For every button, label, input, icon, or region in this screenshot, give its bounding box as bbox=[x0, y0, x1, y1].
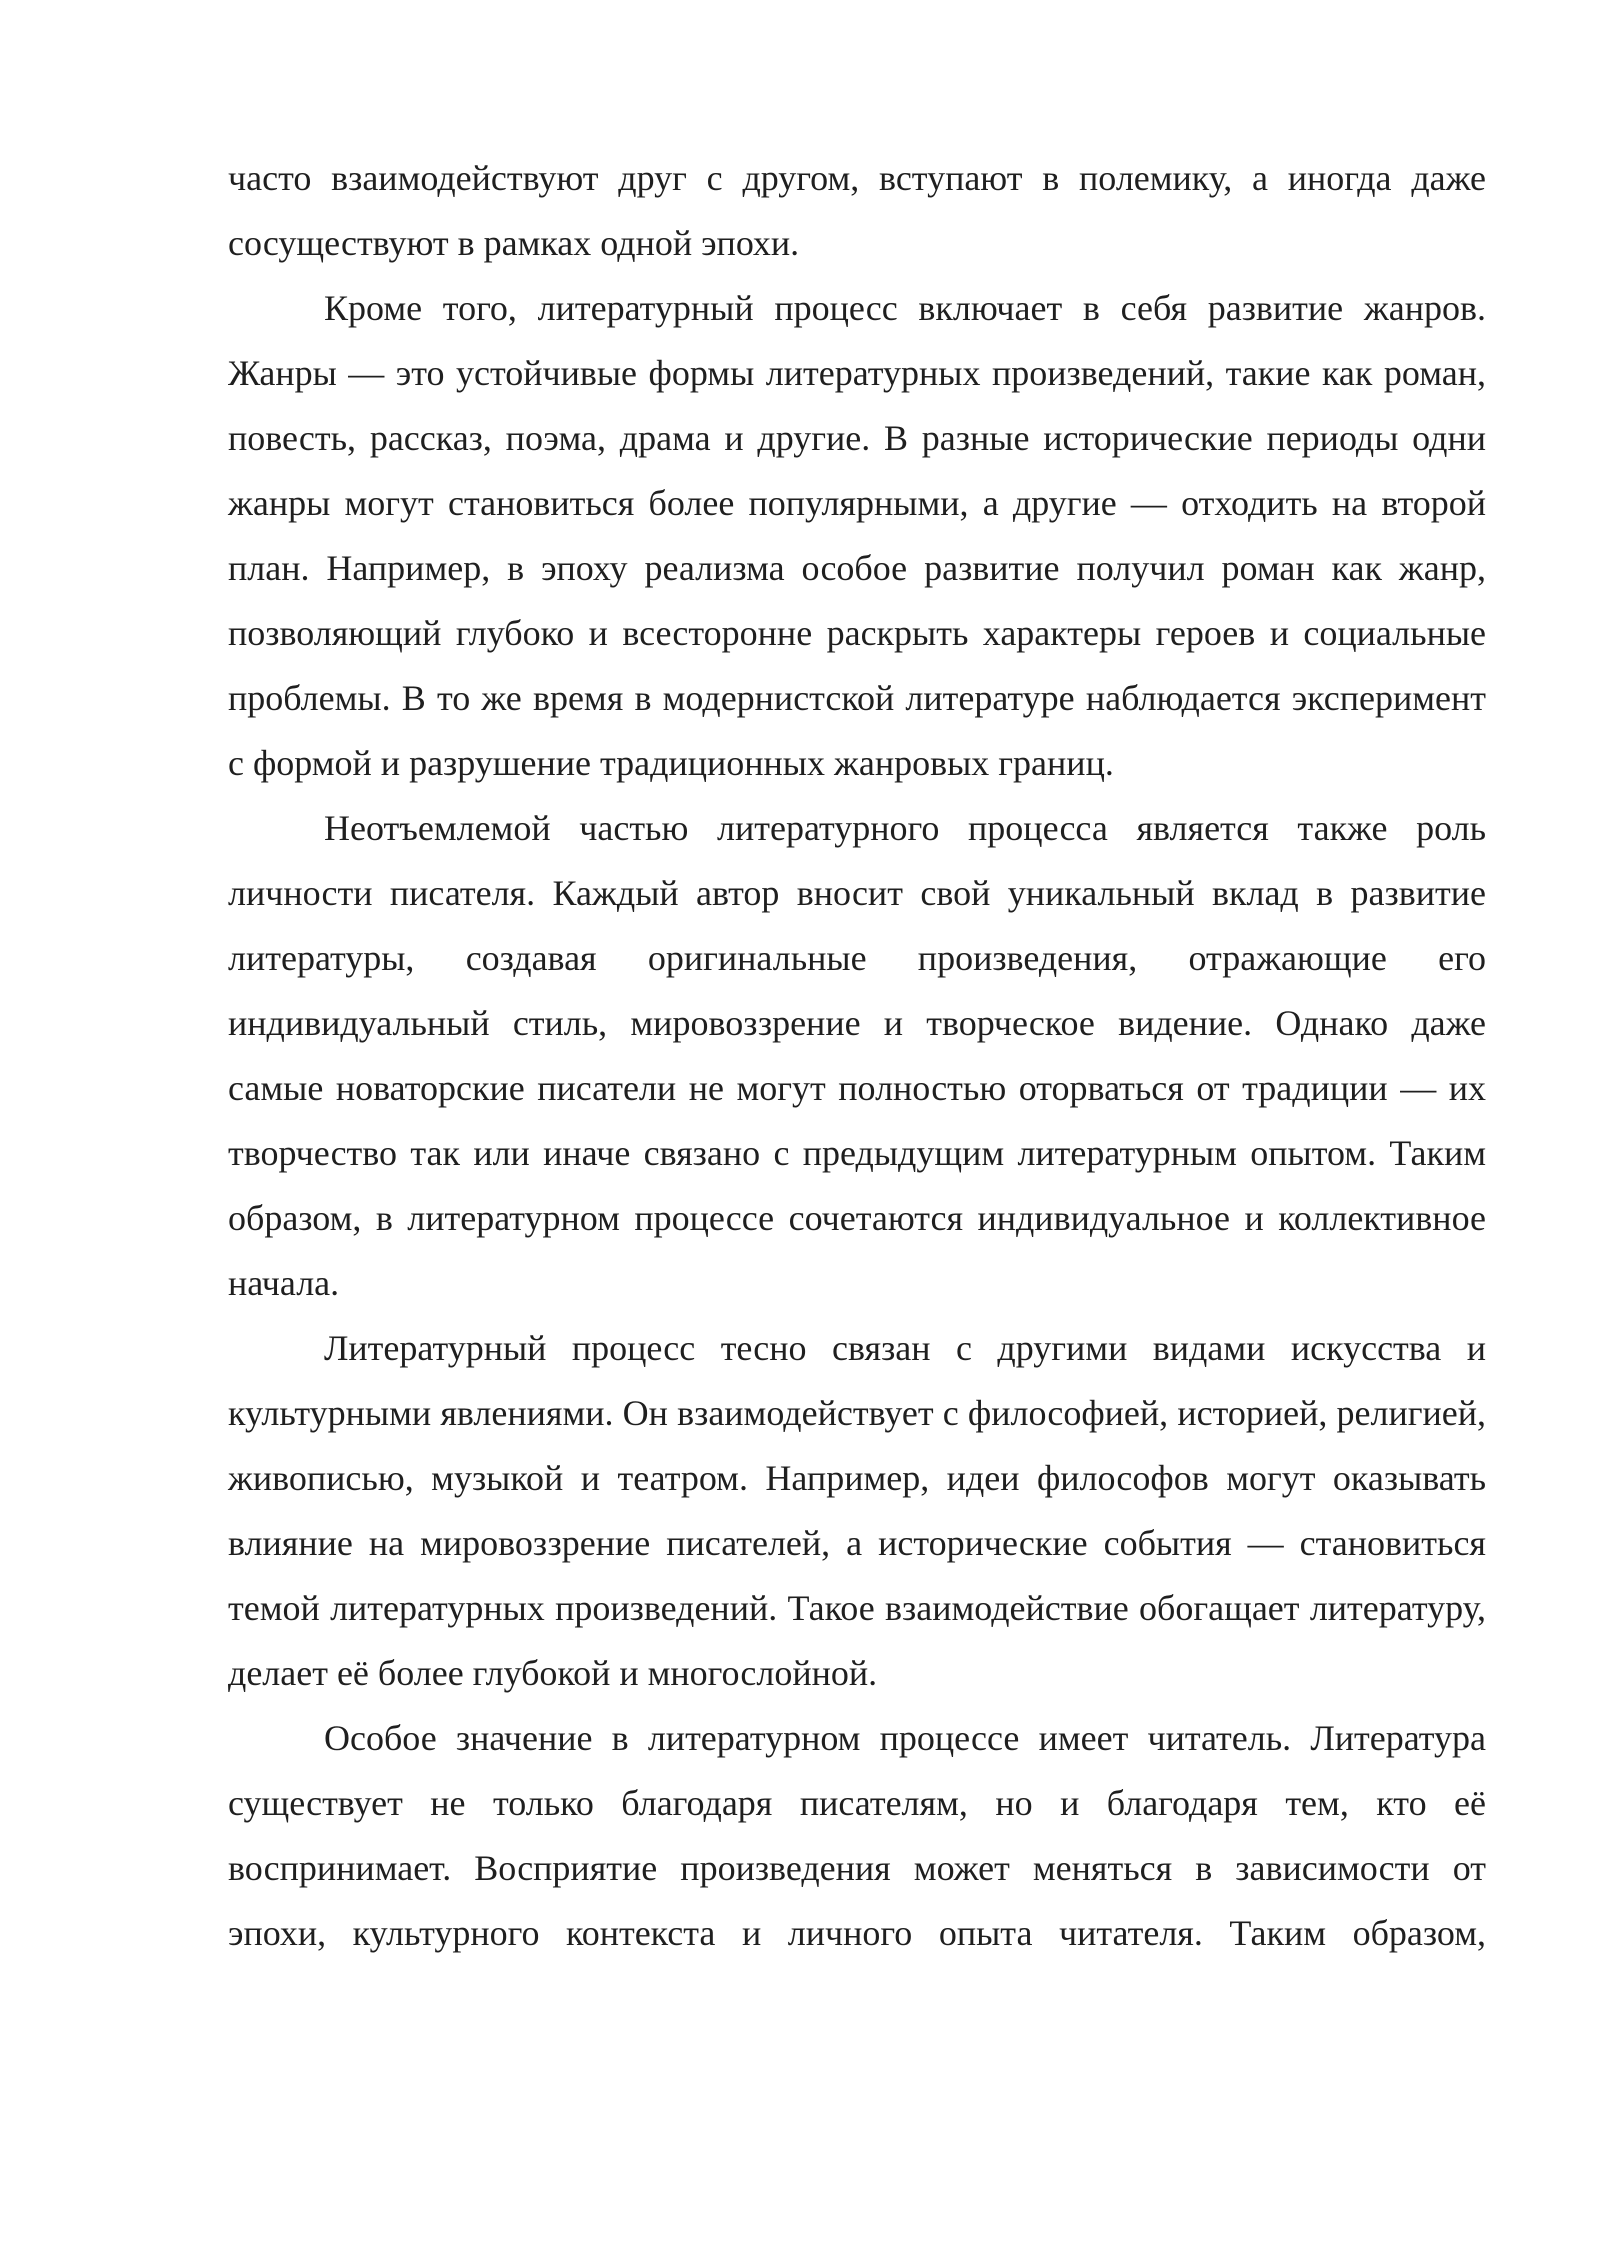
paragraph-arts-connection: Литературный процесс тесно связан с другими видами искусства и культурными явлениями. Он взаимодействует с философией, историей, религией, живописью, музыкой и театром. Например, идеи философов могут оказывать влияние на мировоззрение писателей, а исторические события — становиться темой литературных произведений. Такое взаимодействие обогащает литературу, делает её более глубокой и многослойной. bbox=[228, 1328, 1486, 1693]
paragraph-writer-personality: Неотъемлемой частью литературного процесса является также роль личности писателя. Каждый автор вносит свой уникальный вклад в развитие литературы, создавая оригинальные произведения, отражающие его индивидуальный стиль, мировоззрение и творческое видение. Однако даже самые новаторские писатели не могут полностью оторваться от традиции — их творчество так или иначе связано с предыдущим литературным опытом. Таким образом, в литературном процессе сочетаются индивидуальное и коллективное начала. bbox=[228, 808, 1486, 1303]
paragraph-reader: Особое значение в литературном процессе имеет читатель. Литература существует не только благодаря писателям, но и благодаря тем, кто её воспринимает. Восприятие произведения может меняться в зависимости от эпохи, культурного контекста и личного опыта читателя. Таким образом, bbox=[228, 1718, 1486, 1953]
body-text bbox=[228, 146, 1486, 1966]
paragraph-continuation: часто взаимодействуют друг с другом, вступают в полемику, а иногда даже сосуществуют в рамках одной эпохи. bbox=[228, 158, 1486, 263]
paragraph-genres: Кроме того, литературный процесс включает в себя развитие жанров. Жанры — это устойчивые формы литературных произведений, такие как роман, повесть, рассказ, поэма, драма и другие. В разные исторические периоды одни жанры могут становиться более популярными, а другие — отходить на второй план. Например, в эпоху реализма особое развитие получил роман как жанр, позволяющий глубоко и всесторонне раскрыть характеры героев и социальные проблемы. В то же время в модернистской литературе наблюдается эксперимент с формой и разрушение традиционных жанровых границ. bbox=[228, 288, 1486, 783]
